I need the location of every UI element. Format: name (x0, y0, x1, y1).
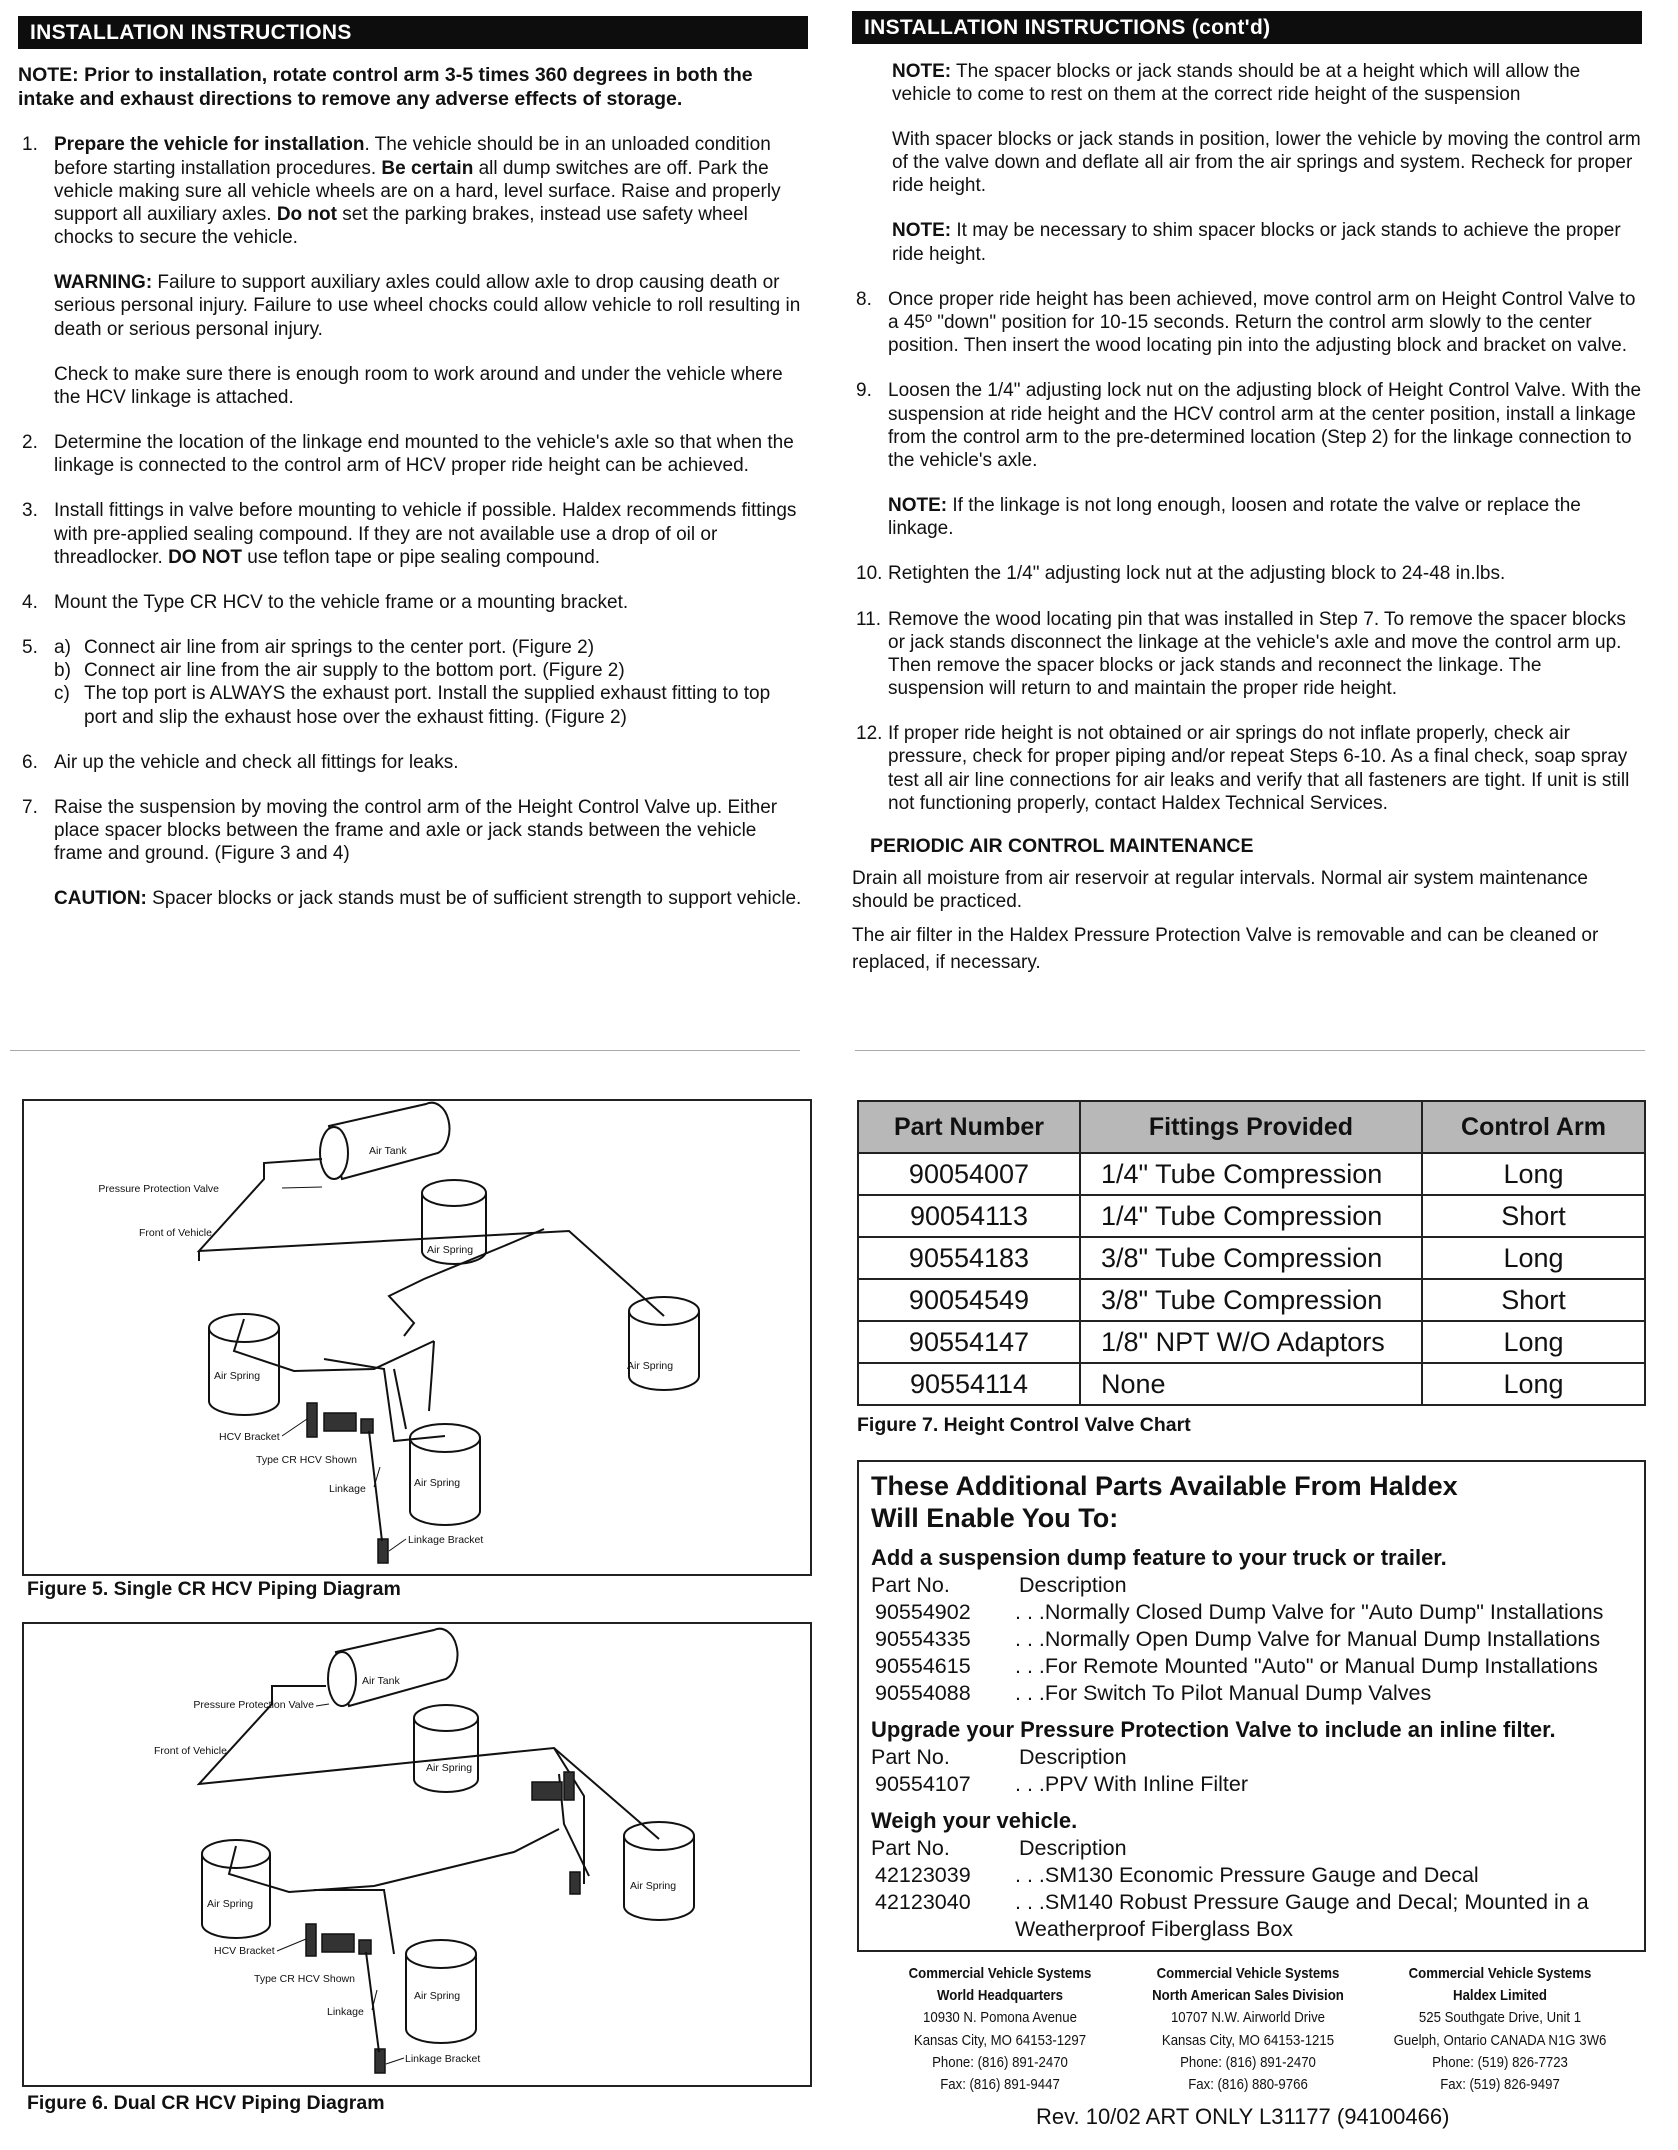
step-1-text: Prepare the vehicle for installation. The vehicle should be in an unloaded condition before starting installation procedures. Be certain all dump switches are off. Park the vehicle making sure all vehicle wheels are on a hard, level surface. Raise and properly support all auxiliary axles. Do not set the parking brakes, instead use safety wheel chocks to secure the vehicle. (54, 134, 781, 249)
table-row (858, 1279, 1645, 1321)
right-banner: INSTALLATION INSTRUCTIONS (cont'd) (852, 11, 1642, 44)
col-header-control-arm: Control Arm (1422, 1101, 1645, 1153)
fittings-cell: 3/8" Tube Compression (1080, 1279, 1422, 1321)
step-7: 7. Raise the suspension by moving the control arm of the Height Control Valve up. Either place spacer blocks between the frame and axle or jack stands between the vehicle frame and ground. (Figure 3 and 4) CAUTION: Spacer blocks or jack stands must be of sufficient strength to support vehicle. (18, 796, 808, 911)
address-sub: Haldex Limited (1453, 1987, 1547, 2005)
list-item (871, 1916, 1632, 1943)
type-cr-hcv (324, 1413, 356, 1431)
address-block (1116, 1963, 1380, 2096)
list-item (871, 1862, 1632, 1889)
col-header-fittings: Fittings Provided (1080, 1101, 1422, 1153)
part-number: 90554335 (875, 1626, 971, 1651)
note-shim: NOTE: It may be necessary to shim spacer blocks or jack stands to achieve the proper ride height. (892, 220, 1621, 265)
air-spring (629, 1297, 699, 1390)
check-room-text: Check to make sure there is enough room to work around and under the vehicle where the HCV linkage is attached. (54, 363, 783, 408)
air-spring-label: Air Spring (426, 1762, 473, 1774)
part-number: 90554902 (875, 1599, 971, 1624)
linkage-bracket (378, 1539, 388, 1563)
step-12: 12. If proper ride height is not obtained or air springs do not inflate properly, check air pressure, check for proper piping and/or repeat Steps 6-10. As a final check, soap spray test all air line connections for air leaks and verify that all fasteners are tight. If unit is still not functioning properly, contact Haldex Technical Services. (856, 723, 1630, 814)
figure-5-caption: Figure 5. Single CR HCV Piping Diagram (27, 1578, 401, 1600)
part-description: . . .For Remote Mounted "Auto" or Manual Dump Installations (1015, 1653, 1598, 1678)
control-arm-cell: Long (1422, 1321, 1645, 1363)
part-number: 42123040 (875, 1889, 971, 1914)
address-fax: Fax: (519) 826-9497 (1440, 2075, 1560, 2093)
control-arm-cell: Short (1422, 1195, 1645, 1237)
address-block (868, 1963, 1132, 2096)
fittings-cell: 1/4" Tube Compression (1080, 1153, 1422, 1195)
front-label: Front of Vehicle (154, 1745, 227, 1757)
air-tank-label: Air Tank (362, 1675, 400, 1687)
linkage-bracket (375, 2049, 385, 2073)
address-phone: Phone: (816) 891-2470 (1180, 2053, 1316, 2071)
fittings-cell: 1/4" Tube Compression (1080, 1195, 1422, 1237)
linkage-bracket-label: Linkage Bracket (408, 1534, 484, 1546)
additional-parts-box (857, 1460, 1646, 1952)
storage-note: NOTE: Prior to installation, rotate control arm 3-5 times 360 degrees in both the intake and exhaust directions to remove any adverse effects of storage. (18, 63, 753, 110)
air-tank (328, 1629, 457, 1706)
list-item (871, 1889, 1632, 1916)
part-number: 90554088 (875, 1680, 971, 1705)
part-number-cell: 90054007 (858, 1153, 1080, 1195)
parts-column-header: Part No. Description (871, 1835, 1127, 1860)
air-spring-label: Air Spring (214, 1370, 261, 1382)
address-sub: World Headquarters (937, 1987, 1063, 2005)
hcv-bracket (564, 1772, 574, 1800)
address-fax: Fax: (816) 891-9447 (940, 2075, 1060, 2093)
address-title: Commercial Vehicle Systems (908, 1965, 1092, 1982)
address-fax: Fax: (816) 880-9766 (1188, 2075, 1308, 2093)
step-5: 5. a) Connect air line from air springs to the center port. (Figure 2) b) Connect air line from the air supply to the bottom port. (Figure 2) c) The top port is ALWAYS the exhaust port. Install the supplied exhaust fitting to top port and slip the exhaust hose over the exhaust fitting. (Figure 2) (22, 637, 771, 728)
parts-sections (871, 1545, 1632, 1943)
part-number-cell: 90054549 (858, 1279, 1080, 1321)
table-row (858, 1237, 1645, 1279)
part-description: . . .Normally Open Dump Valve for Manual Dump Installations (1015, 1626, 1601, 1651)
address-phone: Phone: (816) 891-2470 (932, 2053, 1068, 2071)
part-number: 90554107 (875, 1771, 971, 1796)
linkage-label: Linkage (327, 2006, 364, 2018)
fittings-cell: 1/8" NPT W/O Adaptors (1080, 1321, 1422, 1363)
step-1: 1. Prepare the vehicle for installation. The vehicle should be in an unloaded condition before starting installation procedures. Be certain all dump switches are off. Park the vehicle making sure all vehicle wheels are on a hard, level surface. Raise and properly support all auxiliary axles. Do not set the parking brakes, instead use safety wheel chocks to secure the vehicle. WARNING: Failure to support auxiliary axles could allow axle to drop causing death or serious personal injury. Failure to use wheel chocks could allow vehicle to roll resulting in death or serious personal injury. Check to make sure there is enough room to work around and under the vehicle where the HCV linkage is attached. (18, 133, 808, 409)
address-l2: Kansas City, MO 64153-1297 (913, 2031, 1087, 2049)
air-spring (414, 1705, 478, 1792)
table-row (858, 1153, 1645, 1195)
part-description: . . .Normally Closed Dump Valve for "Auto Dump" Installations (1015, 1599, 1604, 1624)
maintenance-heading: PERIODIC AIR CONTROL MAINTENANCE (870, 834, 1254, 857)
right-column (852, 11, 1642, 976)
maintenance-text-1: Drain all moisture from air reservoir at regular intervals. Normal air system maintenance should be practiced. (852, 867, 1588, 912)
type-cr-label: Type CR HCV Shown (254, 1973, 355, 1985)
part-number-cell: 90054113 (858, 1195, 1080, 1237)
step-6: 6. Air up the vehicle and check all fittings for leaks. (22, 751, 459, 773)
air-spring (209, 1314, 279, 1415)
warning-text: WARNING: Failure to support auxiliary axles could allow axle to drop causing death or serious personal injury. Failure to use wheel chocks could allow vehicle to roll resulting in death or serious personal injury. (54, 272, 801, 340)
step-2: 2. Determine the location of the linkage end mounted to the vehicle's axle so that when the linkage is connected to the control arm of HCV proper ride height can be achieved. (22, 432, 794, 477)
air-tank-label: Air Tank (369, 1145, 407, 1157)
height-control-valve-chart (857, 1100, 1646, 1438)
linkage-rod (369, 1431, 382, 1541)
figure-6-frame (22, 1622, 812, 2087)
hcv-bracket-label: HCV Bracket (214, 1945, 275, 1957)
lower-vehicle-text: With spacer blocks or jack stands in position, lower the vehicle by moving the control arm of the valve down and deflate all air from the air springs and system. Recheck for proper ride height. (892, 128, 1641, 197)
hcv-bracket-label: HCV Bracket (219, 1431, 280, 1443)
left-column (18, 16, 808, 911)
part-number: 42123039 (875, 1862, 971, 1887)
address-block (1368, 1963, 1632, 2096)
ppv-label: Pressure Protection Valve (98, 1183, 219, 1195)
hcv-table (857, 1100, 1646, 1406)
address-l1: 10930 N. Pomona Avenue (923, 2009, 1077, 2027)
step-8: 8. Once proper ride height has been achieved, move control arm on Height Control Valve to a 45º "down" position for 10-15 seconds. Return the control arm slowly to the center position. Then insert the wood locating pin into the adjusting block and bracket on valve. (856, 288, 1636, 357)
air-spring-label: Air Spring (414, 1990, 461, 2002)
part-number-cell: 90554183 (858, 1237, 1080, 1279)
part-number (871, 1916, 1015, 1943)
fittings-cell: None (1080, 1363, 1422, 1405)
address-phone: Phone: (519) 826-7723 (1432, 2053, 1568, 2071)
table-row (858, 1363, 1645, 1405)
hcv-bracket (307, 1403, 317, 1437)
step-3: 3. Install fittings in valve before mounting to vehicle if possible. Haldex recommends fittings with pre-applied sealing compound. If they are not available use a drop of oil or threadlocker. DO NOT use teflon tape or pipe sealing compound. (22, 500, 797, 568)
footer-revision: Rev. 10/02 ART ONLY L31177 (94100466) (1036, 2104, 1450, 2129)
list-item (871, 1626, 1632, 1653)
part-number-cell: 90554147 (858, 1321, 1080, 1363)
linkage-bracket (570, 1872, 580, 1894)
part-description: . . .SM130 Economic Pressure Gauge and Decal (1015, 1862, 1479, 1887)
air-spring-label: Air Spring (414, 1477, 461, 1489)
address-l1: 525 Southgate Drive, Unit 1 (1418, 2009, 1582, 2027)
control-arm-cell: Long (1422, 1363, 1645, 1405)
address-title: Commercial Vehicle Systems (1408, 1965, 1592, 1982)
step-10: 10. Retighten the 1/4" adjusting lock nut at the adjusting block to 24-48 in.lbs. (856, 563, 1506, 585)
part-description: Weatherproof Fiberglass Box (1015, 1917, 1294, 1942)
part-description: . . .SM140 Robust Pressure Gauge and Decal; Mounted in a (1015, 1889, 1589, 1914)
part-description: . . .PPV With Inline Filter (1015, 1771, 1248, 1796)
parts-column-header: Part No. Description (871, 1744, 1127, 1769)
parts-column-header: Part No. Description (871, 1572, 1127, 1597)
address-title: Commercial Vehicle Systems (1156, 1965, 1340, 1982)
parts-section-heading: Upgrade your Pressure Protection Valve to include an inline filter. (871, 1717, 1556, 1742)
step-9: 9. Loosen the 1/4" adjusting lock nut on the adjusting block of Height Control Valve. With the suspension at ride height and the HCV control arm at the center position, install a linkage from the control arm to the pre-determined location (Step 2) for the linkage connection to the vehicle's axle. NOTE: If the linkage is not long enough, loosen and rotate the valve or replace the linkage. (856, 380, 1642, 540)
control-arm-cell: Long (1422, 1237, 1645, 1279)
step-11: 11. Remove the wood locating pin that was installed in Step 7. To remove the spacer blocks or jack stands disconnect the linkage at the vehicle's axle and move the control arm up. Then remove the spacer blocks or jack stands and reconnect the linkage. The suspension will return to and maintain the proper ride height. (856, 608, 1626, 700)
divider (855, 1050, 1645, 1051)
parts-box-title: These Additional Parts Available From Haldex Will Enable You To: (871, 1471, 1458, 1534)
type-cr-label: Type CR HCV Shown (256, 1454, 357, 1466)
address-sub: North American Sales Division (1152, 1987, 1344, 2005)
dual-hcv-piping-diagram (24, 1624, 810, 2085)
step-4: 4. Mount the Type CR HCV to the vehicle frame or a mounting bracket. (22, 591, 629, 613)
address-l2: Kansas City, MO 64153-1215 (1161, 2031, 1335, 2049)
linkage-bracket-label: Linkage Bracket (405, 2053, 481, 2065)
maintenance-text-2: The air filter in the Haldex Pressure Protection Valve is removable and can be cleaned or replaced, if necessary. (852, 925, 1599, 973)
type-cr-hcv (322, 1934, 354, 1952)
part-number-cell: 90554114 (858, 1363, 1080, 1405)
ppv-label: Pressure Protection Valve (193, 1699, 314, 1711)
note-linkage: NOTE: If the linkage is not long enough, loosen and rotate the valve or replace the linkage. (888, 495, 1581, 540)
address-l2: Guelph, Ontario CANADA N1G 3W6 (1393, 2031, 1607, 2049)
hcv-bracket (306, 1924, 316, 1956)
part-description: . . .For Switch To Pilot Manual Dump Valves (1015, 1680, 1432, 1705)
fittings-cell: 3/8" Tube Compression (1080, 1237, 1422, 1279)
air-tank (320, 1103, 449, 1179)
list-item (871, 1599, 1632, 1626)
air-spring-label: Air Spring (207, 1898, 254, 1910)
air-spring (624, 1822, 694, 1920)
table-row (858, 1321, 1645, 1363)
list-item (871, 1680, 1632, 1707)
col-header-part-number: Part Number (858, 1101, 1080, 1153)
control-arm-cell: Long (1422, 1153, 1645, 1195)
left-banner: INSTALLATION INSTRUCTIONS (18, 16, 808, 49)
type-cr-hcv (532, 1782, 562, 1800)
air-spring-label: Air Spring (630, 1880, 677, 1892)
address-l1: 10707 N.W. Airworld Drive (1170, 2009, 1326, 2027)
note-spacer-height: NOTE: The spacer blocks or jack stands should be at a height which will allow the vehicle to come to rest on them at the correct ride height of the suspension (892, 60, 1581, 105)
air-spring-label: Air Spring (627, 1360, 674, 1372)
divider (10, 1050, 800, 1051)
air-spring-label: Air Spring (427, 1244, 474, 1256)
parts-section-heading: Add a suspension dump feature to your truck or trailer. (871, 1544, 1447, 1570)
air-spring (202, 1840, 270, 1938)
figure-5-frame (22, 1099, 812, 1576)
part-number: 90554615 (875, 1653, 971, 1678)
single-hcv-piping-diagram (24, 1101, 810, 1574)
caution-text: CAUTION: Spacer blocks or jack stands must be of sufficient strength to support vehicle. (54, 888, 802, 910)
figure-6-caption: Figure 6. Dual CR HCV Piping Diagram (27, 2092, 385, 2114)
parts-section-heading: Weigh your vehicle. (871, 1807, 1078, 1833)
list-item (871, 1653, 1632, 1680)
linkage-rod (366, 1952, 379, 2052)
table-row (858, 1195, 1645, 1237)
linkage-label: Linkage (329, 1483, 366, 1495)
control-arm-cell: Short (1422, 1279, 1645, 1321)
list-item (871, 1771, 1632, 1798)
front-label: Front of Vehicle (139, 1227, 212, 1239)
figure-7-caption: Figure 7. Height Control Valve Chart (857, 1414, 1191, 1436)
